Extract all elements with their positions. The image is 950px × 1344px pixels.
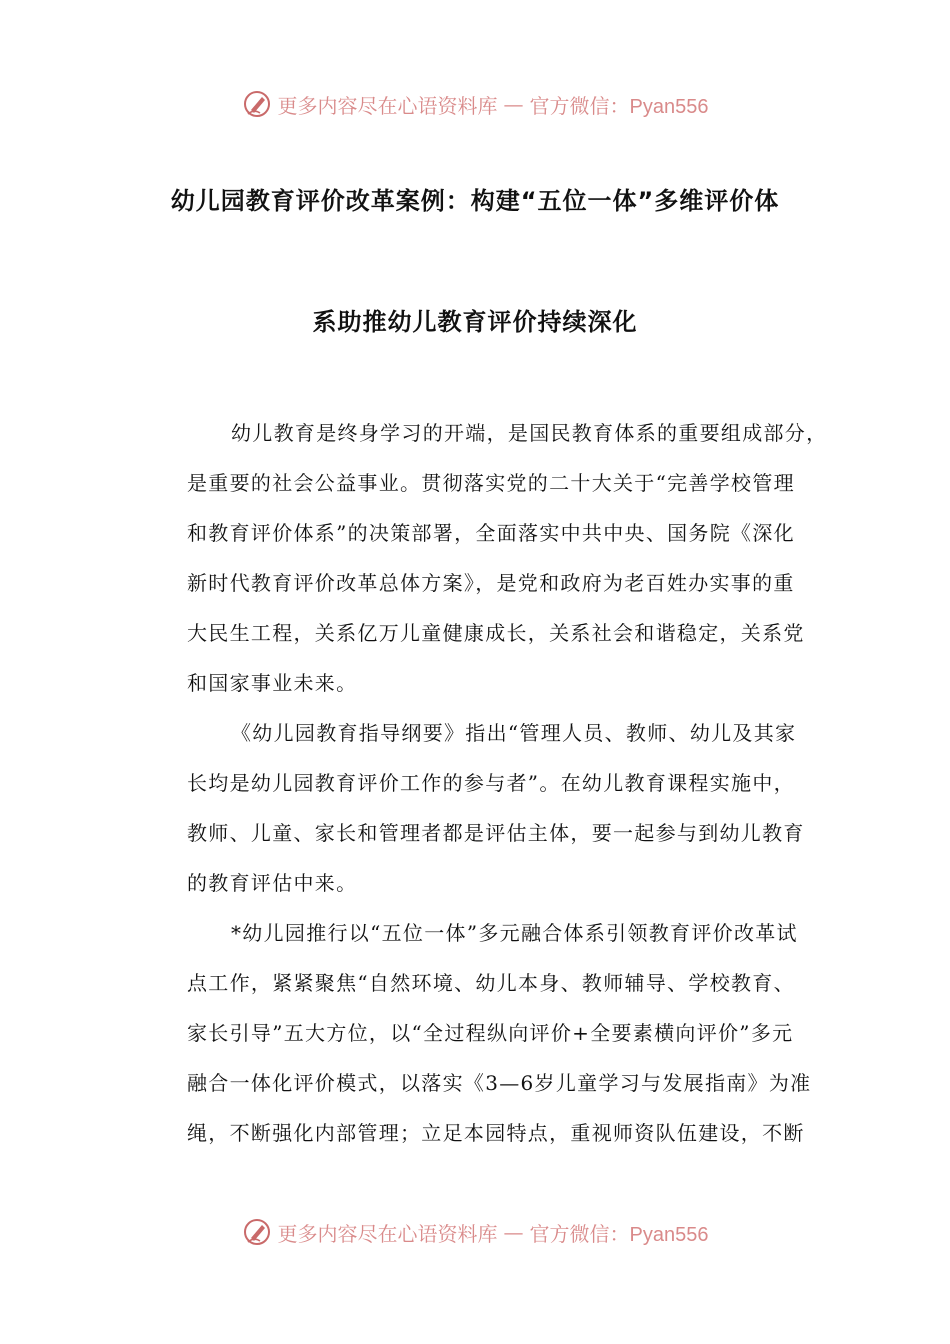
paragraph-line: 教师、儿童、家长和管理者都是评估主体，要一起参与到幼儿教育 <box>187 821 805 845</box>
paragraph-line: 新时代教育评价改革总体方案》，是党和政府为老百姓办实事的重 <box>187 571 795 595</box>
watermark-contact: 官方微信：Pyan556 <box>529 95 709 118</box>
paragraph-line: 的教育评估中来。 <box>187 871 358 895</box>
paragraph-line: *幼儿园推行以“五位一体”多元融合体系引领教育评价改革试 <box>231 921 798 945</box>
paragraph-line: 是重要的社会公益事业。贯彻落实党的二十大关于“完善学校管理 <box>187 471 795 495</box>
paragraph-line: 融合一体化评价模式，以落实《3—6岁儿童学习与发展指南》为准 <box>187 1071 812 1095</box>
paragraph-line: 长均是幼儿园教育评价工作的参与者”。在幼儿教育课程实施中， <box>187 771 795 795</box>
pen-logo-icon <box>242 89 272 119</box>
watermark-banner-top <box>0 84 950 124</box>
watermark-separator: — <box>503 1220 524 1244</box>
document-title-line-2: 系助推幼儿教育评价持续深化 <box>312 308 638 336</box>
paragraph-line: 《幼儿园教育指导纲要》指出“管理人员、教师、幼儿及其家 <box>231 721 797 745</box>
watermark-banner-bottom <box>0 1212 950 1252</box>
document-body <box>145 408 828 1158</box>
watermark-separator: — <box>503 92 524 116</box>
paragraph-line: 家长引导”五大方位，以“全过程纵向评价+全要素横向评价”多元 <box>187 1021 794 1045</box>
watermark-contact: 官方微信：Pyan556 <box>529 1223 709 1246</box>
paragraph-line: 和教育评价体系”的决策部署，全面落实中共中央、国务院《深化 <box>187 521 795 545</box>
paragraph-line: 大民生工程，关系亿万儿童健康成长，关系社会和谐稳定，关系党 <box>187 621 805 645</box>
paragraph-line: 和国家事业未来。 <box>187 671 358 695</box>
paragraph-line: 幼儿教育是终身学习的开端，是国民教育体系的重要组成部分， <box>231 421 828 445</box>
paragraph-3 <box>145 908 812 1158</box>
paragraph-2 <box>145 708 805 908</box>
paragraph-line: 点工作，紧紧聚焦“自然环境、幼儿本身、教师辅导、学校教育、 <box>187 971 795 995</box>
document-title-line-1: 幼儿园教育评价改革案例：构建“五位一体”多维评价体 <box>170 187 780 215</box>
paragraph-1 <box>145 408 828 708</box>
paragraph-line: 绳，不断强化内部管理；立足本园特点，重视师资队伍建设，不断 <box>187 1121 805 1145</box>
pen-logo-icon <box>242 1217 272 1247</box>
watermark-text: 更多内容尽在心语资料库 <box>277 1221 498 1246</box>
watermark-text: 更多内容尽在心语资料库 <box>277 93 498 118</box>
